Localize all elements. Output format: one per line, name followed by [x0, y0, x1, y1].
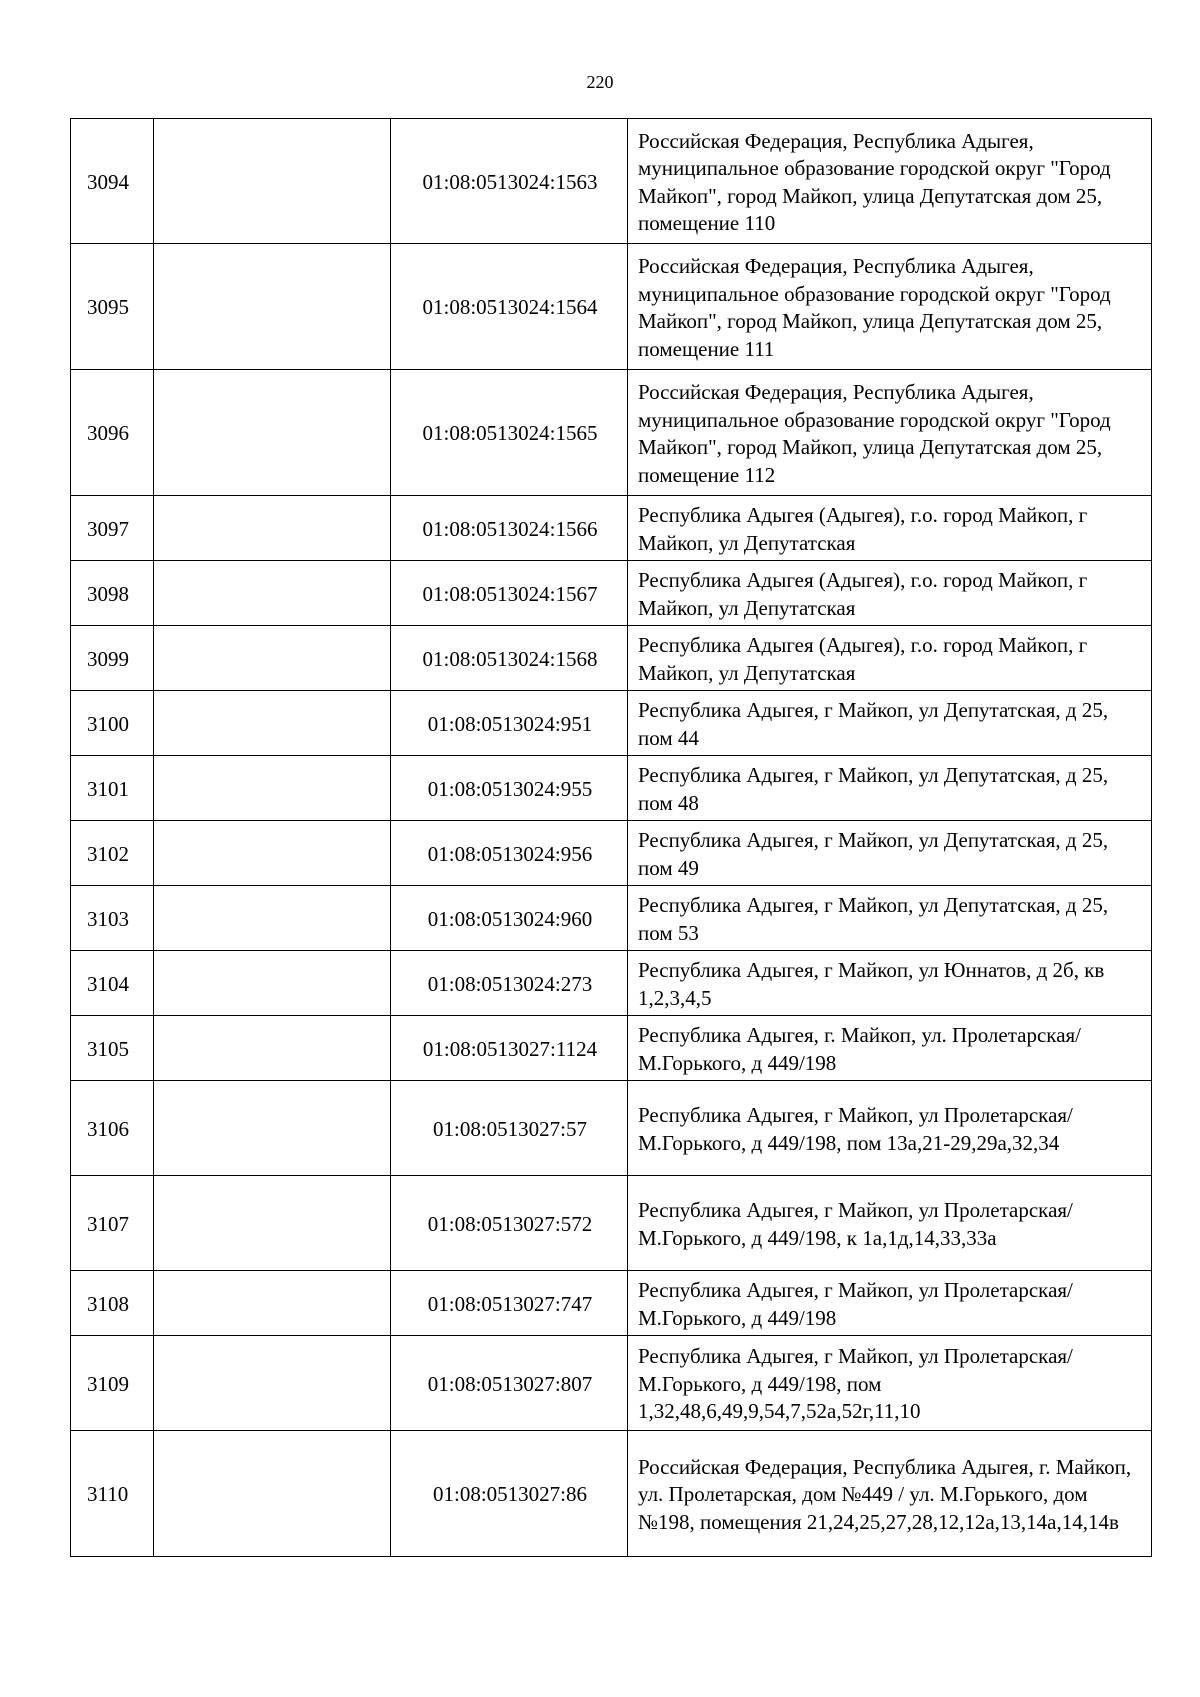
- cadastral-number-cell: 01:08:0513027:807: [391, 1336, 628, 1431]
- address-cell: Республика Адыгея, г Майкоп, ул Пролетарская/М.Горького, д 449/198, пом 13а,21-29,29а,32,34: [628, 1081, 1152, 1176]
- empty-cell: [154, 691, 391, 756]
- cadastral-number-cell: 01:08:0513024:1568: [391, 626, 628, 691]
- table-row: [71, 1016, 1152, 1081]
- table-row: [71, 1081, 1152, 1176]
- cadastral-number-cell: 01:08:0513024:1564: [391, 244, 628, 370]
- row-number-cell: 3107: [71, 1176, 154, 1271]
- empty-cell: [154, 496, 391, 561]
- cadastral-number-cell: 01:08:0513024:955: [391, 756, 628, 821]
- empty-cell: [154, 119, 391, 244]
- cadastral-number-cell: 01:08:0513024:273: [391, 951, 628, 1016]
- cadastral-number-cell: 01:08:0513027:1124: [391, 1016, 628, 1081]
- table-row: [71, 244, 1152, 370]
- row-number-cell: 3106: [71, 1081, 154, 1176]
- cadastral-number-cell: 01:08:0513024:956: [391, 821, 628, 886]
- address-cell: Республика Адыгея, г. Майкоп, ул. Пролетарская/М.Горького, д 449/198: [628, 1016, 1152, 1081]
- address-cell: Республика Адыгея, г Майкоп, ул Депутатская, д 25, пом 53: [628, 886, 1152, 951]
- address-cell: Республика Адыгея, г Майкоп, ул Юннатов, д 2б, кв 1,2,3,4,5: [628, 951, 1152, 1016]
- row-number-cell: 3101: [71, 756, 154, 821]
- table-row: [71, 691, 1152, 756]
- address-cell: Республика Адыгея, г Майкоп, ул Пролетарская/М.Горького, д 449/198, пом 1,32,48,6,49,9,54,7,52а,52г,11,10: [628, 1336, 1152, 1431]
- empty-cell: [154, 626, 391, 691]
- table-row: [71, 561, 1152, 626]
- cadastral-number-cell: 01:08:0513027:572: [391, 1176, 628, 1271]
- empty-cell: [154, 1176, 391, 1271]
- address-cell: Республика Адыгея, г Майкоп, ул Депутатская, д 25, пом 48: [628, 756, 1152, 821]
- row-number-cell: 3099: [71, 626, 154, 691]
- empty-cell: [154, 886, 391, 951]
- row-number-cell: 3097: [71, 496, 154, 561]
- table-row: [71, 951, 1152, 1016]
- table-row: [71, 821, 1152, 886]
- empty-cell: [154, 1081, 391, 1176]
- cadastral-number-cell: 01:08:0513024:1567: [391, 561, 628, 626]
- table-row: [71, 370, 1152, 496]
- row-number-cell: 3100: [71, 691, 154, 756]
- empty-cell: [154, 756, 391, 821]
- row-number-cell: 3110: [71, 1431, 154, 1557]
- empty-cell: [154, 1431, 391, 1557]
- row-number-cell: 3109: [71, 1336, 154, 1431]
- row-number-cell: 3105: [71, 1016, 154, 1081]
- empty-cell: [154, 1271, 391, 1336]
- empty-cell: [154, 951, 391, 1016]
- address-cell: Республика Адыгея (Адыгея), г.о. город Майкоп, г Майкоп, ул Депутатская: [628, 496, 1152, 561]
- empty-cell: [154, 1336, 391, 1431]
- address-cell: Республика Адыгея, г Майкоп, ул Пролетарская/М.Горького, д 449/198: [628, 1271, 1152, 1336]
- cadastral-number-cell: 01:08:0513027:86: [391, 1431, 628, 1557]
- cadastral-number-cell: 01:08:0513024:951: [391, 691, 628, 756]
- empty-cell: [154, 821, 391, 886]
- table-row: [71, 886, 1152, 951]
- cadastral-number-cell: 01:08:0513027:747: [391, 1271, 628, 1336]
- row-number-cell: 3096: [71, 370, 154, 496]
- row-number-cell: 3098: [71, 561, 154, 626]
- cadastral-number-cell: 01:08:0513027:57: [391, 1081, 628, 1176]
- table-row: [71, 756, 1152, 821]
- table-row: [71, 1431, 1152, 1557]
- row-number-cell: 3108: [71, 1271, 154, 1336]
- address-cell: Российская Федерация, Республика Адыгея, муниципальное образование городской округ "Город Майкоп", город Майкоп, улица Депутатская дом 25, помещение 111: [628, 244, 1152, 370]
- cadastral-number-cell: 01:08:0513024:1565: [391, 370, 628, 496]
- cadastral-number-cell: 01:08:0513024:1566: [391, 496, 628, 561]
- table-row: [71, 119, 1152, 244]
- cadastral-number-cell: 01:08:0513024:960: [391, 886, 628, 951]
- address-cell: Республика Адыгея, г Майкоп, ул Депутатская, д 25, пом 49: [628, 821, 1152, 886]
- table-row: [71, 1176, 1152, 1271]
- table-row: [71, 496, 1152, 561]
- address-cell: Республика Адыгея (Адыгея), г.о. город Майкоп, г Майкоп, ул Депутатская: [628, 626, 1152, 691]
- table-row: [71, 626, 1152, 691]
- row-number-cell: 3102: [71, 821, 154, 886]
- address-cell: Республика Адыгея (Адыгея), г.о. город Майкоп, г Майкоп, ул Депутатская: [628, 561, 1152, 626]
- page-number: 220: [586, 72, 614, 92]
- row-number-cell: 3104: [71, 951, 154, 1016]
- cadastral-number-cell: 01:08:0513024:1563: [391, 119, 628, 244]
- table-body: [71, 119, 1152, 1557]
- address-cell: Российская Федерация, Республика Адыгея, муниципальное образование городской округ "Город Майкоп", город Майкоп, улица Депутатская дом 25, помещение 110: [628, 119, 1152, 244]
- empty-cell: [154, 244, 391, 370]
- registry-table: [70, 118, 1152, 1557]
- row-number-cell: 3103: [71, 886, 154, 951]
- table-row: [71, 1271, 1152, 1336]
- address-cell: Республика Адыгея, г Майкоп, ул Депутатская, д 25, пом 44: [628, 691, 1152, 756]
- table-row: [71, 1336, 1152, 1431]
- row-number-cell: 3094: [71, 119, 154, 244]
- empty-cell: [154, 561, 391, 626]
- empty-cell: [154, 1016, 391, 1081]
- address-cell: Республика Адыгея, г Майкоп, ул Пролетарская/М.Горького, д 449/198, к 1а,1д,14,33,33а: [628, 1176, 1152, 1271]
- empty-cell: [154, 370, 391, 496]
- address-cell: Российская Федерация, Республика Адыгея, муниципальное образование городской округ "Город Майкоп", город Майкоп, улица Депутатская дом 25, помещение 112: [628, 370, 1152, 496]
- address-cell: Российская Федерация, Республика Адыгея, г. Майкоп, ул. Пролетарская, дом №449 / ул. М.Горького, дом №198, помещения 21,24,25,27,28,12,12а,13,14а,14,14в: [628, 1431, 1152, 1557]
- row-number-cell: 3095: [71, 244, 154, 370]
